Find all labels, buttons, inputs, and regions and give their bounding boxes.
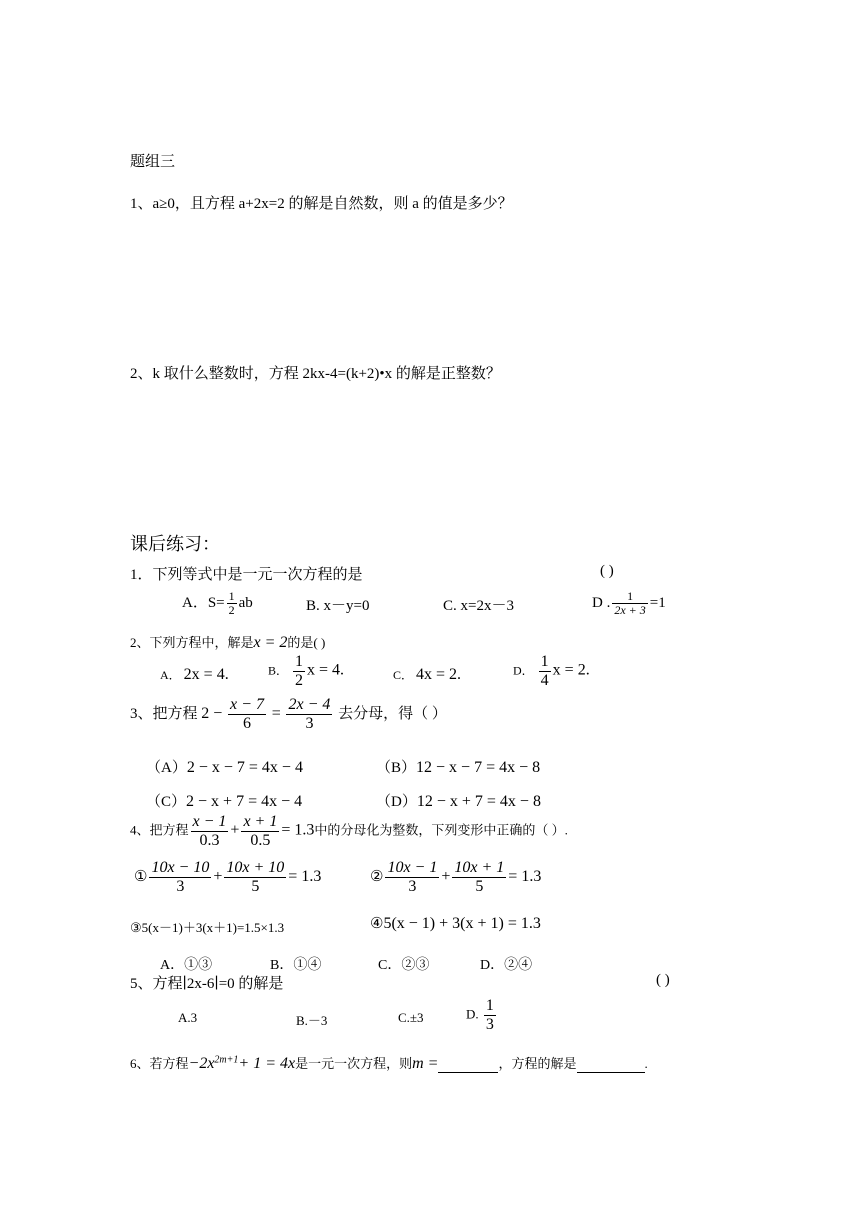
fraction-numerator: x + 1 [243, 813, 278, 830]
homework-title: 课后练习： [130, 534, 220, 554]
problem-2-option-d [513, 654, 590, 689]
problem-1-option-c: C. x=2x－3 [443, 598, 514, 614]
option-math: 2 − x − 7 = 4x − 4 [186, 759, 303, 776]
option-label: C． [393, 668, 414, 682]
problem-5-answer-paren: ( ) [656, 972, 670, 988]
stem-text-mid: 是一元一次方程，则 [295, 1056, 413, 1071]
problem-4-choice-b: B．①④ [270, 958, 322, 973]
option-rhs: = 1.3 [288, 868, 322, 886]
fraction-denominator: 2x + 3 [614, 602, 646, 617]
problem-4-option-2: ② $\frac{10x - 1}{3}$ + $\frac{10x + 1}{5}$ = 1.3 [370, 859, 542, 895]
equation-fraction-2 [286, 697, 332, 732]
problem-4-option-1: ① $\frac{10x - 10}{3}$ + $\frac{10x + 10}{5}$ = 1.3 [134, 859, 322, 895]
option-label: ① [134, 869, 148, 886]
problem-3-option-d [376, 790, 541, 811]
fraction-numerator: 10x − 10 [151, 859, 210, 876]
problem-3-option-b [376, 756, 540, 777]
option-label: D． [513, 663, 534, 678]
option-label: ④ [370, 916, 384, 932]
problem-5-option-c: C.±3 [398, 1010, 424, 1025]
fraction-denominator: 3 [485, 1015, 494, 1033]
stem-text: 6、若方程 [130, 1056, 189, 1071]
stem-math: x = 2 [253, 634, 288, 651]
option-label: D. [466, 1006, 479, 1022]
fraction-numerator: 1 [612, 590, 647, 604]
fraction-denominator: 0.5 [250, 831, 271, 849]
equation-rhs: = 1.3 [281, 821, 315, 839]
fraction-numerator: 10x + 10 [226, 859, 285, 876]
option-math: 2 − x + 7 = 4x − 4 [186, 793, 303, 810]
option-label: （C） [146, 794, 187, 810]
option-fraction-2 [224, 860, 286, 895]
fraction-denominator: 3 [408, 877, 417, 895]
option-label: （B） [376, 760, 417, 776]
option-a-prefix: A．S= [182, 594, 225, 611]
option-label: （A） [146, 760, 187, 776]
problem-1-option-b: B. x－y=0 [306, 598, 370, 614]
section-title: 题组三 [130, 154, 176, 170]
stem-text: 3、把方程 [130, 706, 198, 723]
option-fraction [484, 998, 496, 1033]
fraction-numerator: 1 [485, 997, 494, 1014]
fraction-numerator: x − 7 [230, 696, 264, 713]
problem-1-option-d [592, 590, 666, 617]
fraction-denominator: 0.3 [199, 831, 220, 849]
fraction-denominator: 2 [295, 671, 304, 689]
option-math: 5(x − 1) + 3(x + 1) = 1.3 [383, 915, 541, 932]
fraction-denominator: 3 [176, 877, 185, 895]
fraction-numerator: 1 [295, 653, 304, 670]
option-fraction-1 [385, 860, 439, 895]
option-a-fraction [227, 590, 237, 617]
option-math: 4x = 2. [416, 666, 462, 683]
problem-4-option-3: ③5(x－1)＋3(x＋1)=1.5×1.3 [130, 920, 285, 935]
stem-text-end: 中的分母化为整数，下列变形中正确的（ ）. [314, 822, 568, 838]
problem-5-stem: 5、方程∣2x-6∣=0 的解是 [130, 976, 284, 992]
fraction-denominator: 2 [228, 602, 235, 617]
problem-3-stem [130, 697, 447, 732]
option-d-prefix: D . [592, 594, 611, 611]
fraction-numerator: 1 [540, 653, 549, 670]
option-fraction-2 [452, 860, 506, 895]
fraction-denominator: 5 [475, 877, 484, 895]
problem-2-option-a [160, 666, 229, 684]
option-d-fraction [612, 590, 647, 617]
option-label: B． [268, 663, 289, 678]
equation-rest: + 1 = 4x [238, 1055, 296, 1072]
fraction-numerator: 10x − 1 [387, 859, 438, 876]
option-fraction [539, 654, 551, 689]
equation-exponent: 2m+1 [214, 1054, 239, 1066]
fraction-numerator: 10x + 1 [454, 859, 505, 876]
question-2: 2、k 取什么整数时，方程 2kx-4=(k+2)•x 的解是正整数？ [130, 366, 501, 382]
m-variable: m = [412, 1055, 439, 1072]
option-label: A． [160, 668, 181, 682]
problem-5-option-d [466, 998, 498, 1033]
problem-5-option-b: B.－3 [296, 1013, 328, 1028]
problem-4-choice-a: A．①③ [160, 958, 213, 973]
fraction-denominator: 4 [540, 671, 549, 689]
stem-text-end: 的是( ) [287, 635, 326, 650]
problem-2-option-c [393, 666, 461, 684]
option-fraction [293, 654, 305, 689]
option-label: ② [370, 869, 384, 886]
problem-1-answer-paren: ( ) [600, 563, 614, 579]
stem-text-end: . [644, 1056, 648, 1071]
option-rhs: = 1.3 [508, 868, 542, 886]
stem-text-mid2: ，方程的解是 [498, 1056, 577, 1071]
fraction-numerator: x − 1 [192, 813, 227, 830]
equation-lead: 2 − [201, 705, 223, 723]
problem-6-stem [130, 1053, 648, 1073]
option-fraction-1 [149, 860, 211, 895]
problem-5-option-a: A.3 [178, 1010, 198, 1025]
plus-sign: + [230, 821, 240, 839]
stem-text-end: 去分母，得（ ） [338, 706, 447, 723]
option-math: x = 2. [552, 661, 590, 679]
problem-2-option-b [268, 654, 344, 689]
problem-1-option-a [182, 590, 253, 617]
question-1: 1、a≥0，且方程 a+2x=2 的解是自然数，则 a 的值是多少？ [130, 196, 513, 212]
option-math: x = 4. [307, 661, 345, 679]
equation-fraction-1 [228, 697, 266, 732]
fraction-denominator: 5 [251, 877, 260, 895]
option-math: 12 − x + 7 = 4x − 8 [416, 793, 541, 810]
fraction-numerator: 2x − 4 [288, 696, 331, 713]
option-d-suffix: =1 [649, 594, 666, 611]
problem-3-option-a [146, 756, 303, 777]
option-math: 2x = 4. [183, 666, 229, 683]
problem-3-option-c [146, 790, 302, 811]
fraction-denominator: 3 [305, 714, 314, 732]
problem-4-choice-d: D．②④ [480, 958, 533, 973]
problem-4-choice-c: C．②③ [378, 958, 430, 973]
option-a-suffix: ab [238, 594, 253, 611]
equals-sign: = [271, 705, 281, 723]
option-label: （D） [376, 794, 417, 810]
problem-4-option-4 [370, 914, 541, 933]
equation-fraction-2 [241, 814, 279, 849]
stem-text: 2、下列方程中，解是 [130, 635, 254, 650]
problem-4-stem [130, 814, 568, 849]
fraction-numerator: 1 [228, 589, 235, 603]
solution-answer-blank[interactable] [577, 1056, 645, 1073]
problem-2-stem [130, 632, 325, 652]
stem-text: 4、把方程 [130, 822, 189, 838]
option-math: 12 − x − 7 = 4x − 8 [416, 759, 541, 776]
fraction-denominator: 6 [243, 714, 251, 732]
equation-fraction-1 [191, 814, 229, 849]
equation-base: −2x [188, 1055, 215, 1072]
m-answer-blank[interactable] [438, 1056, 498, 1073]
problem-1-stem: 1．下列等式中是一元一次方程的是 [130, 567, 363, 583]
